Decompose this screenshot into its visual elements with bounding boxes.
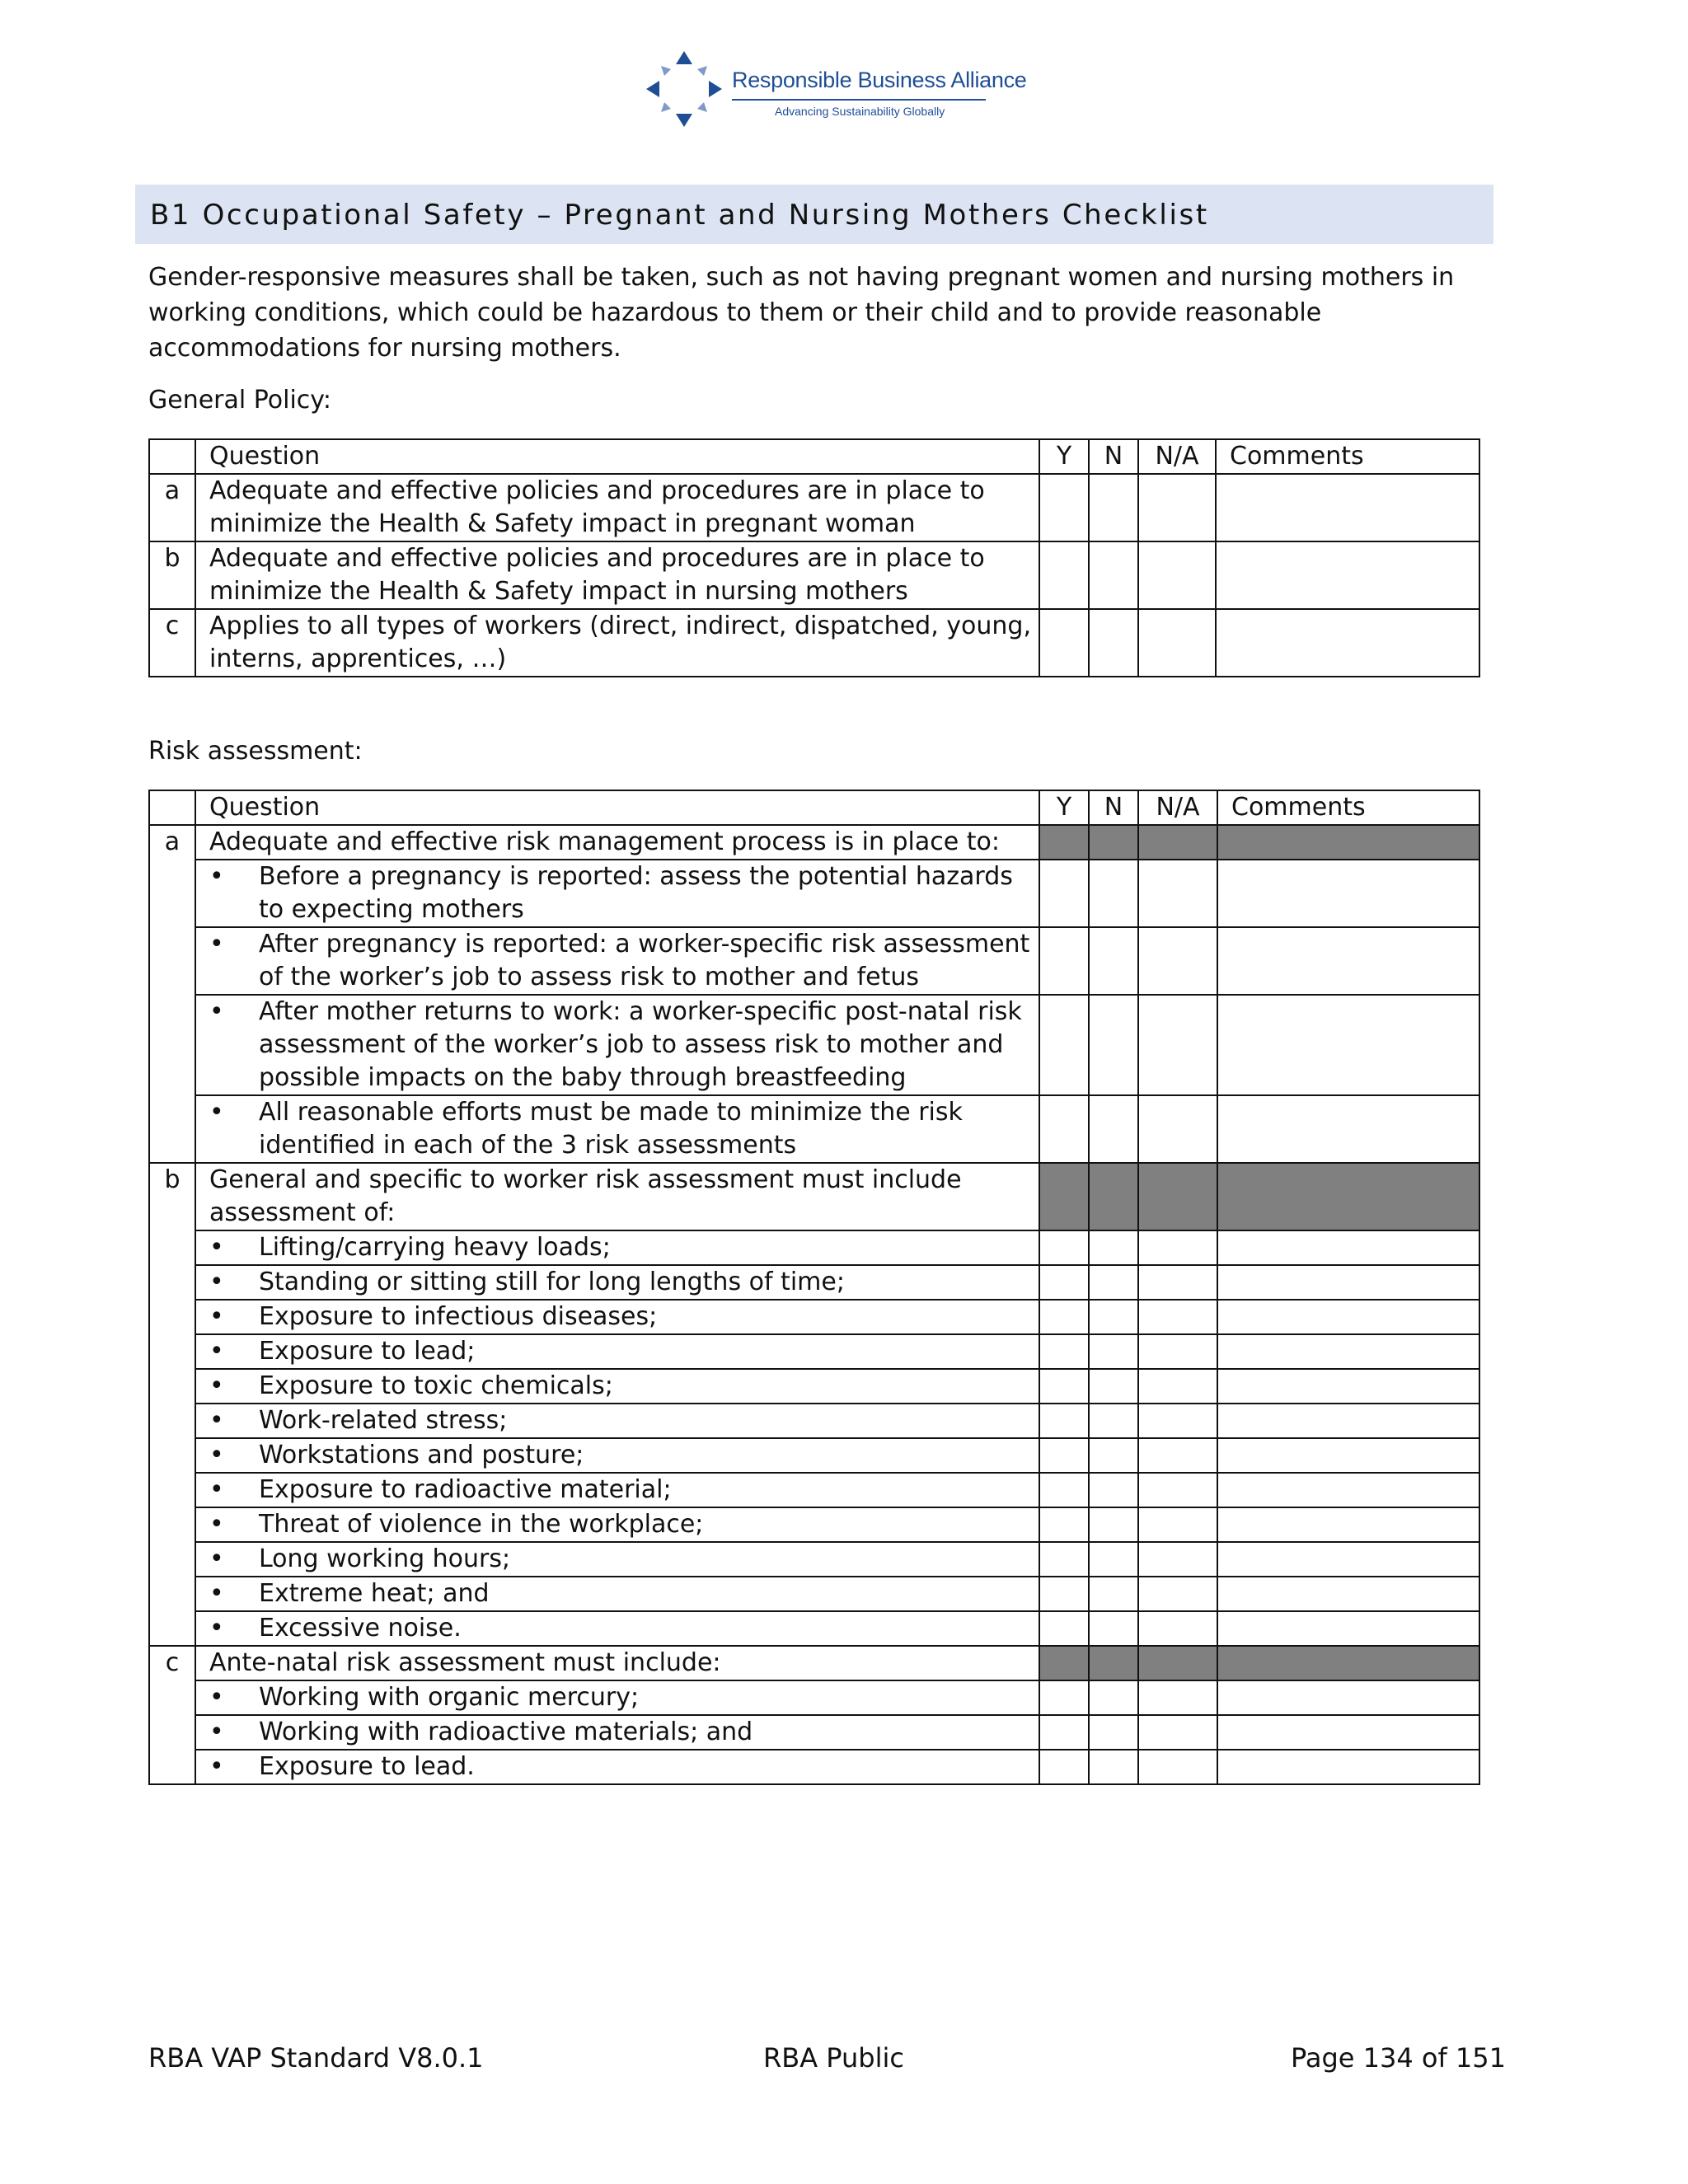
risk-assessment-label: Risk assessment: [148,737,363,766]
checklist-item [195,1680,1039,1715]
header-no: N [1089,439,1138,474]
answer-na-cell[interactable] [1138,541,1216,609]
bullet-line [209,860,1032,926]
checklist-item-row [149,927,1479,995]
checklist-item-row [149,860,1479,927]
row-letter: c [149,609,195,677]
answer-na-cell[interactable] [1138,1230,1217,1265]
bullet-line [209,928,1032,994]
row-letter: a [149,474,195,541]
checklist-item-text: After pregnancy is reported: a worker-specific risk assessment of the worker’s job to assess risk to mother and fetus [259,930,1030,991]
answer-na-cell[interactable] [1138,1095,1217,1163]
rba-logo [643,48,1027,130]
section-heading-row [149,825,1479,860]
bullet-icon: • [209,1098,224,1127]
comments-cell[interactable] [1217,1542,1479,1577]
comments-cell[interactable] [1217,1230,1479,1265]
checklist-item-row [149,1369,1479,1404]
header-no: N [1089,790,1138,825]
question-text: Applies to all types of workers (direct, indirect, dispatched, young, interns, apprentices, …) [195,609,1039,677]
answer-y-cell[interactable] [1039,1715,1089,1750]
answer-n-cell[interactable] [1089,1611,1138,1646]
answer-na-cell[interactable] [1138,609,1216,677]
bullet-icon: • [209,1510,224,1539]
bullet-icon: • [209,862,224,891]
bullet-icon: • [209,1579,224,1608]
section-heading: General and specific to worker risk assessment must include assessment of: [195,1163,1039,1230]
answer-n-cell[interactable] [1089,1369,1138,1404]
answer-na-cell[interactable] [1138,1750,1217,1784]
answer-y-cell [1039,1163,1089,1230]
answer-y-cell[interactable] [1039,1265,1089,1300]
intro-paragraph: Gender-responsive measures shall be taken, such as not having pregnant women and nursing mothers in working conditions, which could be hazardous to them or their child and to provide reasonable accommodations for nursing mothers. [148,263,1455,363]
answer-na-cell [1138,825,1217,860]
answer-y-cell[interactable] [1039,1507,1089,1542]
checklist-item-text: Excessive noise. [259,1614,462,1643]
bullet-icon: • [209,1614,224,1643]
policy-row [149,609,1479,677]
checklist-item-row [149,1334,1479,1369]
answer-na-cell[interactable] [1138,927,1217,995]
comments-cell [1217,1163,1479,1230]
answer-n-cell[interactable] [1089,1334,1138,1369]
checklist-item [195,1750,1039,1784]
answer-n-cell[interactable] [1089,609,1138,677]
answer-n-cell[interactable] [1089,1300,1138,1334]
comments-cell[interactable] [1217,1680,1479,1715]
risk-assessment-table [148,790,1480,1785]
header-letter-cell [149,790,195,825]
bullet-line [209,1439,1032,1472]
answer-na-cell[interactable] [1138,1715,1217,1750]
comments-cell [1217,1646,1479,1680]
answer-y-cell[interactable] [1039,1095,1089,1163]
answer-na-cell[interactable] [1138,1404,1217,1438]
checklist-item [195,1230,1039,1265]
checklist-item-text: Exposure to lead; [259,1337,476,1366]
bullet-icon: • [209,1302,224,1331]
row-letter: b [149,1163,195,1646]
question-text: Adequate and effective policies and procedures are in place to minimize the Health & Safety impact in pregnant woman [195,474,1039,541]
section-heading: Adequate and effective risk management process is in place to: [195,825,1039,860]
comments-cell[interactable] [1216,541,1479,609]
bullet-icon: • [209,997,224,1026]
bullet-icon: • [209,1718,224,1746]
answer-y-cell[interactable] [1039,1611,1089,1646]
header-comments: Comments [1217,790,1479,825]
bullet-icon: • [209,1441,224,1469]
answer-n-cell[interactable] [1089,541,1138,609]
bullet-line [209,1301,1032,1333]
logo-tagline: Advancing Sustainability Globally [775,105,945,118]
checklist-item-text: Standing or sitting still for long lengths of time; [259,1268,845,1296]
answer-n-cell [1089,1646,1138,1680]
checklist-item-row [149,1265,1479,1300]
bullet-line [209,1612,1032,1645]
header-row [149,790,1479,825]
answer-y-cell[interactable] [1039,1334,1089,1369]
answer-na-cell[interactable] [1138,1300,1217,1334]
answer-na-cell [1138,1163,1217,1230]
checklist-item-row [149,1611,1479,1646]
answer-y-cell[interactable] [1039,541,1089,609]
checklist-item-text: Working with radioactive materials; and [259,1718,753,1746]
answer-na-cell [1138,1646,1217,1680]
comments-cell[interactable] [1216,609,1479,677]
header-letter-cell [149,439,195,474]
answer-y-cell[interactable] [1039,1473,1089,1507]
question-text: Adequate and effective policies and procedures are in place to minimize the Health & Safety impact in nursing mothers [195,541,1039,609]
bullet-line [209,1474,1032,1507]
answer-na-cell[interactable] [1138,1473,1217,1507]
answer-n-cell[interactable] [1089,1750,1138,1784]
footer-page-number: Page 134 of 151 [1291,2042,1506,2074]
checklist-item-text: Work-related stress; [259,1406,508,1435]
answer-y-cell[interactable] [1039,1404,1089,1438]
comments-cell[interactable] [1217,1265,1479,1300]
checklist-item-text: Exposure to toxic chemicals; [259,1371,613,1400]
logo-divider [732,99,986,101]
bullet-icon: • [209,1371,224,1400]
answer-y-cell[interactable] [1039,474,1089,541]
checklist-item [195,927,1039,995]
comments-cell [1217,825,1479,860]
checklist-item-row [149,1438,1479,1473]
answer-na-cell[interactable] [1138,1438,1217,1473]
answer-n-cell[interactable] [1089,1507,1138,1542]
checklist-item-text: Lifting/carrying heavy loads; [259,1233,611,1262]
comments-cell[interactable] [1217,1611,1479,1646]
section-heading: Ante-natal risk assessment must include: [195,1646,1039,1680]
footer-classification: RBA Public [763,2042,904,2074]
checklist-item-row [149,1542,1479,1577]
checklist-item-row [149,1095,1479,1163]
header-comments: Comments [1216,439,1479,474]
answer-na-cell[interactable] [1138,1577,1217,1611]
comments-cell[interactable] [1217,1404,1479,1438]
answer-y-cell[interactable] [1039,1369,1089,1404]
bullet-line [209,1543,1032,1576]
checklist-item-text: Exposure to infectious diseases; [259,1302,658,1331]
checklist-item-text: Workstations and posture; [259,1441,584,1469]
checklist-item [195,1369,1039,1404]
section-heading-row [149,1646,1479,1680]
answer-y-cell[interactable] [1039,860,1089,927]
bullet-icon: • [209,1233,224,1262]
checklist-item-row [149,1577,1479,1611]
bullet-icon: • [209,1544,224,1573]
answer-na-cell[interactable] [1138,1369,1217,1404]
comments-cell[interactable] [1217,1369,1479,1404]
answer-na-cell[interactable] [1138,1680,1217,1715]
answer-y-cell[interactable] [1039,1300,1089,1334]
answer-na-cell[interactable] [1138,1507,1217,1542]
answer-y-cell[interactable] [1039,1577,1089,1611]
bullet-line [209,1577,1032,1610]
comments-cell[interactable] [1217,1715,1479,1750]
logo-name: Responsible Business Alliance [732,68,1027,92]
header-question: Question [195,790,1039,825]
checklist-item-text: All reasonable efforts must be made to minimize the risk identified in each of the 3 risk assessments [259,1098,963,1160]
answer-n-cell[interactable] [1089,1404,1138,1438]
answer-n-cell[interactable] [1089,1473,1138,1507]
answer-y-cell [1039,1646,1089,1680]
answer-y-cell[interactable] [1039,1680,1089,1715]
answer-n-cell[interactable] [1089,1230,1138,1265]
checklist-item [195,1300,1039,1334]
answer-y-cell[interactable] [1039,1230,1089,1265]
bullet-line [209,1716,1032,1749]
checklist-item [195,1715,1039,1750]
answer-y-cell[interactable] [1039,927,1089,995]
bullet-line [209,1231,1032,1264]
checklist-item [195,1542,1039,1577]
answer-na-cell[interactable] [1138,1611,1217,1646]
checklist-item [195,1265,1039,1300]
footer-document-name: RBA VAP Standard V8.0.1 [148,2042,484,2074]
checklist-item [195,1611,1039,1646]
checklist-item-text: Extreme heat; and [259,1579,490,1608]
checklist-item-row [149,1230,1479,1265]
comments-cell[interactable] [1217,1300,1479,1334]
checklist-item-row [149,1750,1479,1784]
section-heading-row [149,1163,1479,1230]
answer-y-cell[interactable] [1039,609,1089,677]
bullet-line [209,1335,1032,1368]
policy-row [149,474,1479,541]
header-question: Question [195,439,1039,474]
checklist-item-text: Threat of violence in the workplace; [259,1510,704,1539]
bullet-line [209,1370,1032,1403]
bullet-line [209,1096,1032,1162]
checklist-item [195,1404,1039,1438]
bullet-icon: • [209,930,224,958]
comments-cell[interactable] [1216,474,1479,541]
checklist-item-row [149,1715,1479,1750]
answer-n-cell[interactable] [1089,1680,1138,1715]
answer-n-cell[interactable] [1089,927,1138,995]
answer-n-cell[interactable] [1089,474,1138,541]
comments-cell[interactable] [1217,995,1479,1095]
answer-n-cell[interactable] [1089,860,1138,927]
bullet-icon: • [209,1337,224,1366]
policy-row [149,541,1479,609]
header-yes: Y [1039,439,1089,474]
checklist-item-text: Working with organic mercury; [259,1683,640,1712]
checklist-item [195,860,1039,927]
checklist-item-text: After mother returns to work: a worker-specific post-natal risk assessment of the worker’s job to assess risk to mother and possible impacts on the baby through breastfeeding [259,997,1022,1092]
checklist-item-row [149,1507,1479,1542]
row-letter: c [149,1646,195,1784]
header-na: N/A [1138,790,1217,825]
bullet-line [209,996,1032,1094]
row-letter: a [149,825,195,1163]
answer-n-cell[interactable] [1089,1438,1138,1473]
comments-cell[interactable] [1217,1095,1479,1163]
checklist-item [195,1507,1039,1542]
answer-na-cell[interactable] [1138,1334,1217,1369]
rba-compass-icon [643,48,725,130]
bullet-line [209,1266,1032,1299]
page-title: B1 Occupational Safety – Pregnant and Nursing Mothers Checklist [150,199,1209,232]
answer-y-cell[interactable] [1039,995,1089,1095]
comments-cell[interactable] [1217,1334,1479,1369]
answer-n-cell[interactable] [1089,1542,1138,1577]
row-letter: b [149,541,195,609]
answer-n-cell[interactable] [1089,1715,1138,1750]
section-banner [135,185,1493,244]
answer-na-cell[interactable] [1138,1542,1217,1577]
checklist-item-row [149,1680,1479,1715]
comments-cell[interactable] [1217,1438,1479,1473]
comments-cell[interactable] [1217,927,1479,995]
header-row [149,439,1479,474]
checklist-item-text: Exposure to radioactive material; [259,1475,672,1504]
bullet-icon: • [209,1475,224,1504]
checklist-item-text: Before a pregnancy is reported: assess the potential hazards to expecting mothers [259,862,1013,924]
answer-y-cell [1039,825,1089,860]
comments-cell[interactable] [1217,1577,1479,1611]
checklist-item [195,995,1039,1095]
bullet-icon: • [209,1683,224,1712]
answer-y-cell[interactable] [1039,1438,1089,1473]
bullet-line [209,1508,1032,1541]
checklist-item-row [149,1404,1479,1438]
checklist-item [195,1095,1039,1163]
bullet-line [209,1404,1032,1437]
answer-n-cell[interactable] [1089,1265,1138,1300]
header-na: N/A [1138,439,1216,474]
checklist-item [195,1438,1039,1473]
bullet-line [209,1750,1032,1783]
answer-na-cell[interactable] [1138,474,1216,541]
checklist-item-row [149,995,1479,1095]
comments-cell[interactable] [1217,1750,1479,1784]
answer-n-cell[interactable] [1089,1577,1138,1611]
bullet-icon: • [209,1406,224,1435]
answer-n-cell [1089,1163,1138,1230]
answer-y-cell[interactable] [1039,1750,1089,1784]
header-yes: Y [1039,790,1089,825]
general-policy-label: General Policy: [148,386,331,415]
bullet-icon: • [209,1268,224,1296]
bullet-icon: • [209,1752,224,1781]
answer-n-cell[interactable] [1089,1095,1138,1163]
checklist-item-text: Long working hours; [259,1544,511,1573]
answer-n-cell[interactable] [1089,995,1138,1095]
answer-na-cell[interactable] [1138,995,1217,1095]
answer-na-cell[interactable] [1138,1265,1217,1300]
bullet-line [209,1681,1032,1714]
general-policy-table [148,438,1480,677]
checklist-item [195,1577,1039,1611]
answer-y-cell[interactable] [1039,1542,1089,1577]
comments-cell[interactable] [1217,860,1479,927]
checklist-item-row [149,1300,1479,1334]
answer-na-cell[interactable] [1138,860,1217,927]
answer-n-cell [1089,825,1138,860]
checklist-item [195,1473,1039,1507]
checklist-item-row [149,1473,1479,1507]
comments-cell[interactable] [1217,1507,1479,1542]
checklist-item [195,1334,1039,1369]
checklist-item-text: Exposure to lead. [259,1752,475,1781]
comments-cell[interactable] [1217,1473,1479,1507]
